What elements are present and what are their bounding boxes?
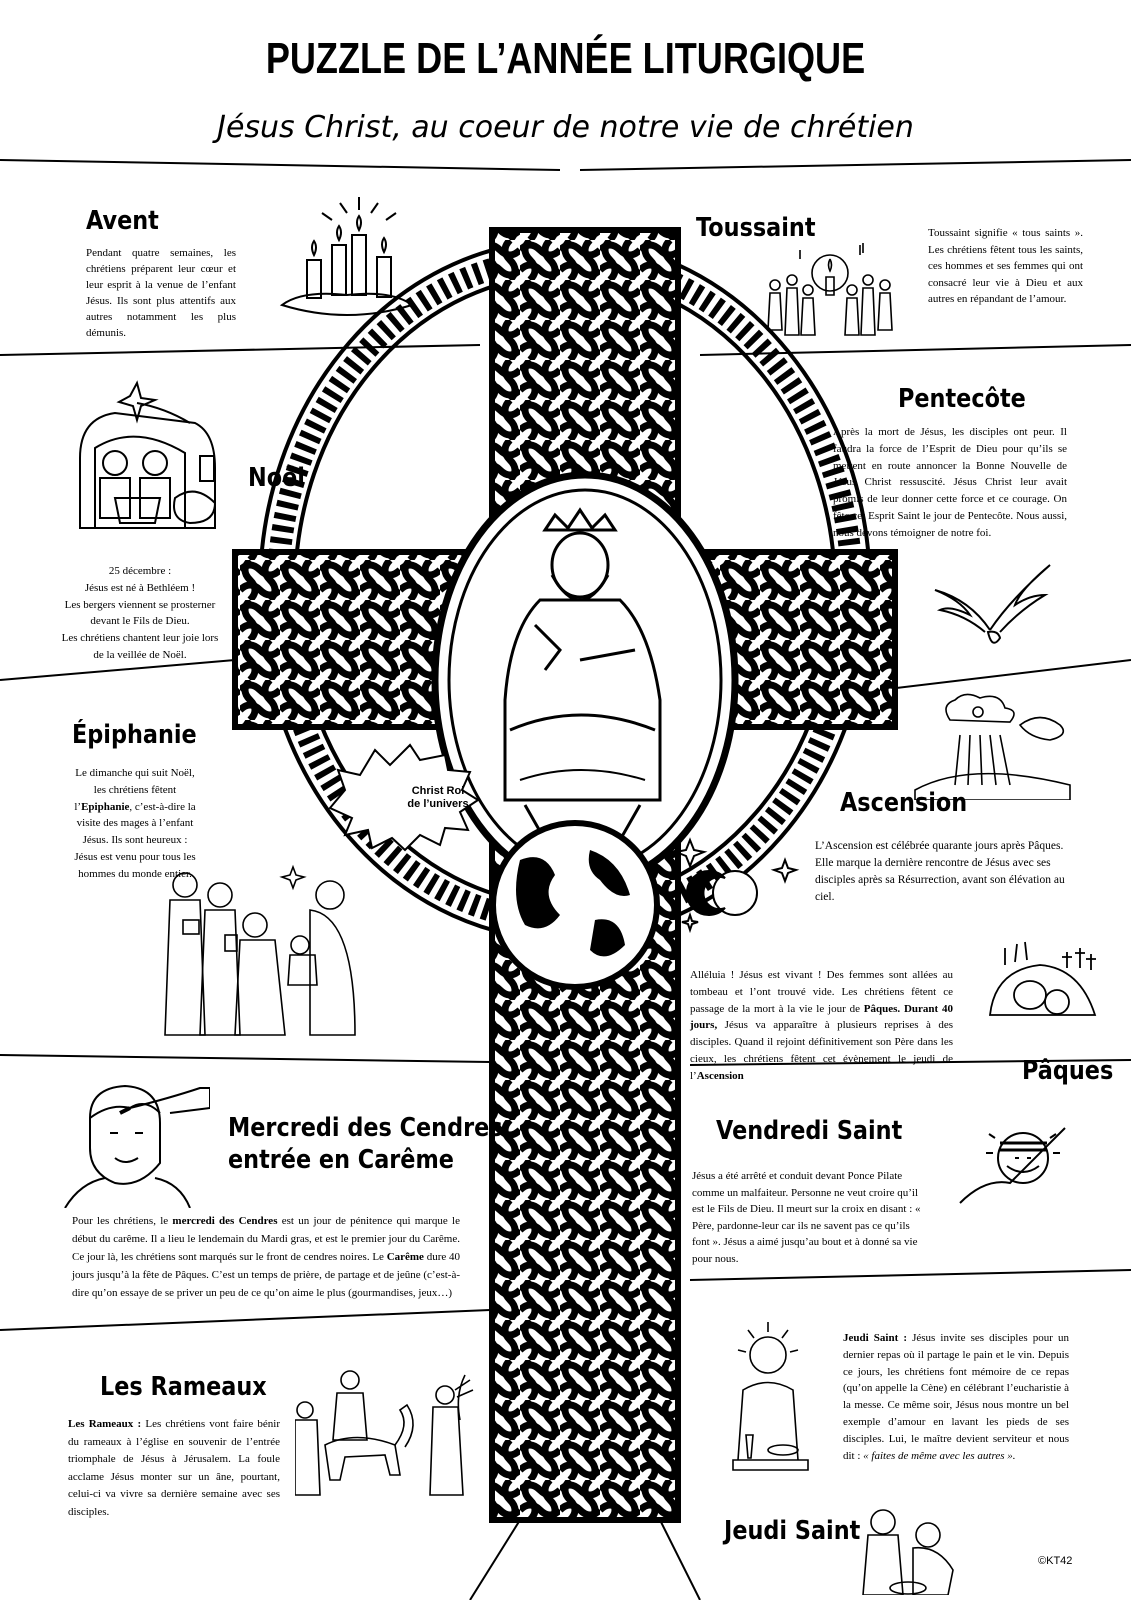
- paques-text-a: Alléluia ! Jésus est vivant ! Des femmes sont allées au tombeau et l’ont trouvé vide. Les chrétiens fêtent ce passage de la mort à la vie le jour de: [690, 969, 953, 1015]
- noel-line-3: Les bergers viennent se prosterner: [64, 598, 216, 611]
- last-supper-jesus-icon: [718, 1310, 818, 1475]
- heading-vendredi: Vendredi Saint: [716, 1116, 903, 1146]
- heading-avent: Avent: [86, 206, 159, 236]
- text-toussaint: Toussaint signifie « tous saints ». Les chrétiens fêtent tous les saints, ces hommes et ses femmes qui ont consacré leur vie à Dieu et aux autres en répandant de l’amour.: [928, 227, 1083, 305]
- noel-line-6: de la veillée de Noël.: [93, 648, 187, 661]
- epiphanie-text-a: Le dimanche qui suit Noël, les chrétiens fêtent l’: [74, 767, 195, 813]
- jeudi-bold: Jeudi Saint :: [843, 1332, 907, 1344]
- cendres-text-c: dure 40 jours jusqu’à la fête de Pâques. C’est un temps de prière, de partage et de jeûne (c’est-à-dire qu’on essaye de se priver un peu de ce qu’on aime le plus (gourmandises, jeux…): [72, 1251, 461, 1299]
- magi-visit-icon: [145, 855, 360, 1045]
- text-cendres: [72, 1212, 460, 1302]
- rameaux-text: Les chrétiens vont faire bénir du rameaux à l’église en souvenir de l’entrée triomphale de Jésus à Jérusalem. La foule acclame Jésus monter sur un âne, pourtant, celui-ci va vivre sa dernière semaine avec ses disciples.: [68, 1418, 280, 1518]
- dove-icon: [930, 560, 1055, 650]
- heading-cendres: [228, 1112, 503, 1176]
- paques-bold-a: Pâques. Durant 40 jours,: [690, 1002, 954, 1032]
- heading-toussaint: Toussaint: [696, 213, 816, 243]
- advent-candles-icon: [272, 195, 422, 325]
- text-jeudi: [843, 1330, 1069, 1464]
- globe-illustration: [493, 823, 657, 987]
- jeudi-italic: « faites de même avec les autres ».: [863, 1449, 1016, 1462]
- paques-bold-b: Ascension: [696, 1069, 744, 1082]
- jeudi-text: Jésus invite ses disciples pour un dernier repas où il partage le pain et le vin. Depuis ce jours, les chrétiens font mémoire de ce repas (qu’on appelle la Cène) en célébrant l’eucharistie à la messe. Ce même soir, Jésus nous montre un bel exemple d’amour en lavant les pieds de ses disciples. Lui, le maître devient serviteur et nous dit :: [843, 1332, 1069, 1462]
- text-pentecote: Après la mort de Jésus, les disciples ont peur. Il faudra la force de l’Esprit de Dieu pour qu’ils se mettent en route annoncer la Bonne Nouvelle de Jésus Christ ressuscité. Jésus Christ leur avait promis de leur donner cette force et ce courage. On fête cet Esprit Saint le jour de Pentecôte. Nous aussi, nous devons témoigner de notre foi.: [833, 426, 1067, 539]
- cendres-heading-line2: entrée en Carême: [228, 1145, 454, 1175]
- cendres-heading-line1: Mercredi des Cendres: [228, 1113, 503, 1143]
- heading-epiphanie: Épiphanie: [72, 720, 197, 750]
- heading-jeudi: Jeudi Saint: [724, 1516, 861, 1546]
- text-vendredi: Jésus a été arrêté et conduit devant Ponce Pilate comme un malfaiteur. Personne ne veut croire qu’il est le Fils de Dieu. Il meurt sur la croix en disant : « Père, pardonne-leur car ils ne savent pas ce qu’ils font ». Jésus a aimé jusqu’au bout et à donné sa vie pour nous.: [692, 1170, 921, 1265]
- noel-line-1: 25 décembre :: [108, 565, 172, 577]
- copyright: ©KT42: [1038, 1555, 1073, 1567]
- ascension-icon: [910, 690, 1075, 800]
- cendres-bold-a: mercredi des Cendres: [172, 1215, 278, 1227]
- noel-line-4: devant le Fils de Dieu.: [90, 615, 190, 628]
- page-subtitle: Jésus Christ, au coeur de notre vie de chrétien: [217, 110, 914, 145]
- cendres-bold-b: Carême: [386, 1251, 424, 1263]
- nativity-icon: [75, 378, 225, 538]
- page-title: PUZZLE DE L’ANNÉE LITURGIQUE: [265, 34, 866, 83]
- paques-text-b: Jésus va apparaître à plusieurs reprises à des disciples. Quand il rejoint définitivement son Père dans les cieux, les chrétiens fêtent cet évènement le jeudi de l’: [690, 1019, 953, 1082]
- heading-rameaux: Les Rameaux: [100, 1372, 267, 1402]
- text-noel: [45, 563, 235, 664]
- text-rameaux: [68, 1416, 280, 1521]
- text-ascension: L’Ascension est célébrée quarante jours après Pâques. Elle marque la dernière rencontre de Jésus avec ses disciples après sa Résurrection, avant son élévation au ciel.: [815, 840, 1065, 903]
- rameaux-bold: Les Rameaux :: [68, 1418, 142, 1430]
- heading-ascension: Ascension: [840, 788, 968, 818]
- text-epiphanie: [70, 765, 200, 883]
- noel-line-2: Jésus est né à Bethléem !: [84, 581, 196, 594]
- epiphanie-text-b: , c’est-à-dire la visite des mages à l’enfant Jésus. Ils sont heureux : Jésus est venu pour tous les hommes du monde entier.: [74, 800, 196, 880]
- epiphanie-text-bold: Epiphanie: [81, 800, 130, 813]
- foot-washing-icon: [858, 1500, 958, 1595]
- toussaint-saints-icon: [760, 235, 900, 350]
- noel-line-5: Les chrétiens chantent leur joie lors: [61, 632, 219, 645]
- cendres-text-b: est un jour de pénitence qui marque le début du carême. Il a lieu le lendemain du Mardi gras, et est le premier jour du Carême. Ce jour là, les chrétiens sont marqués sur le front de cendres noires. Le: [72, 1215, 460, 1263]
- heading-paques: Pâques: [1022, 1056, 1114, 1086]
- christ-roi-line2: de l’univers: [407, 798, 469, 810]
- ash-wednesday-child-icon: [60, 1078, 210, 1208]
- crown-of-thorns-icon: [955, 1108, 1075, 1208]
- text-paques: [690, 967, 953, 1085]
- palm-sunday-icon: [295, 1365, 480, 1500]
- heading-noel: Noël: [248, 463, 305, 493]
- empty-tomb-icon: [985, 940, 1100, 1020]
- heading-pentecote: Pentecôte: [898, 384, 1026, 414]
- text-avent: Pendant quatre semaines, les chrétiens préparent leur cœur et leur esprit à la venue de l’enfant Jésus. Ils sont plus attentifs aux autres notamment les plus démunis.: [86, 247, 236, 339]
- cendres-text-a: Pour les chrétiens, le: [72, 1215, 173, 1227]
- christ-roi-line1: Christ Roi: [411, 785, 465, 797]
- christ-roi-label: [393, 785, 483, 811]
